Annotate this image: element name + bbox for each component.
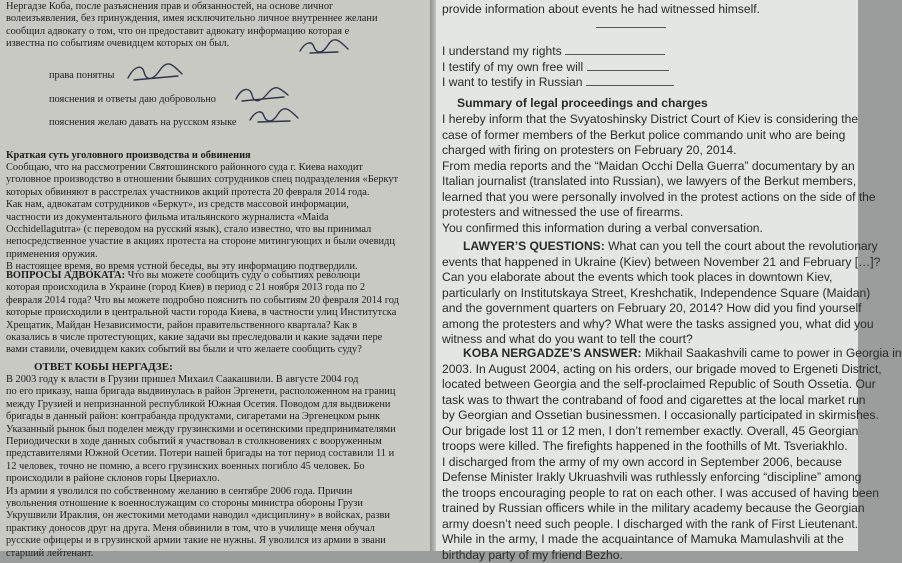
text-line: бригады в данный район: контрабанда продуктами, сигаретами на Эргенецком рынк <box>6 411 446 423</box>
answer-paragraph: KOBA NERGADZE’S ANSWER: Mikhail Saakashvili came to power in Georgia in 2003. In August 2004, acting on his orders, our brigade moved to Ergeneti District, located between Georgia and the self-proclaimed Republic of South Ossetia. Our task was to thwart the contraband of food and cigarettes at the local market run by Georgian and Ossetian businessmen. I occasionally participated in skirmishes. Our brigade lost 11 or 12 men, I don’t remember exactly. Overall, 45 Georgian troops were killed. The firefights happened in the foothills of Mt. Tsveriakhlo. I discharged from the army of my own accord in September 2006, because Defense Minister Irakly Ukruashvili was ruthlessly enforcing “discipline” among the troops encouraging people to rat on each other. I was accused of having been trained by Russian officers while in the military academy because the Georgian army doesn’t need such people. I discharged with the rank of First Lieutenant. While in the army, I made the acquaintance of Mamuka Mamulashvili at the birthday party of my friend Bezho. <box>442 346 882 563</box>
signature-mark <box>232 83 292 107</box>
intro-paragraph <box>6 1 446 51</box>
text-line: Указанный рынок был поделен между грузинскими и осетинскими предпринимателями <box>6 424 446 436</box>
text-line: protesters and witnessed the use of firearms. <box>442 205 882 221</box>
text-line: по его приказу, наша бригада выдвинулась в район Эргенети, расположенном на границ <box>6 386 446 398</box>
text-line: Укрушвили Ираклия, он жестокими методами наводил «дисциплину» в войсках, разви <box>6 510 446 522</box>
text-line: learned that you were personally involved in the protest actions on the side of the <box>442 190 882 206</box>
text-line: task was to thwart the contraband of food and cigarettes at the local market run <box>442 393 882 409</box>
answer-label: KOBA NERGADZE’S ANSWER: <box>463 346 642 360</box>
text-line: army doesn’t need such people. I discharged with the rank of First Lieutenant. <box>442 517 882 533</box>
text-line: старший лейтенант. <box>6 548 446 560</box>
signature-mark <box>296 37 352 59</box>
summary-paragraph <box>6 162 446 274</box>
text-line: Italian journalist (translated into Russian), we lawyers of the Berkut members, <box>442 174 882 190</box>
text-line: которых обвиняют в расстрелах участников акций протеста 20 февраля 2014 года. <box>6 187 446 199</box>
text-line: Our brigade lost 11 or 12 men, I don’t remember exactly. Overall, 45 Georgian <box>442 424 882 440</box>
text-line: непосредственное участие в акциях протеста на стороне митингующих и были очевидц <box>6 236 446 248</box>
text-line: сообщил адвокату о том, что он предоставит адвокату информацию которая е <box>6 26 446 38</box>
text-line: Периодически в ходе данных событий я участвовал в столкновениях с вооруженным <box>6 436 446 448</box>
text-line: Can you elaborate about the events which took places in downtown Kiev, <box>442 270 882 286</box>
text-line: trained by Russian officers while in the military academy because the Georgian <box>442 501 882 517</box>
text-line: 2003. In August 2004, acting on his orders, our brigade moved to Ergeneti District, <box>442 362 882 378</box>
text-line: witness and what do you want to tell the court? <box>442 332 882 348</box>
questions-paragraph: ВОПРОСЫ АДВОКАТА: Что вы можете сообщить суду о событиях революци которая происходила в Украине (город Киев) в период с 21 ноября 2013 года по 2 февраля 2014 года? Что вы можете подробно пояснить по событиям 20 февраля 2014 год которые происходили в центральной части города Киева, в частности улиц Институтска Хрещатик, Майдан Независимости, район правительственного квартала? Как в оказались в числе протестующих, какие задачи вы преследовали и какие задачи пере вами ставили, очевидцем каких событий вы были и что желаете сообщить суду? <box>6 270 446 357</box>
questions-paragraph: LAWYER’S QUESTIONS: What can you tell the court about the revolutionary events that happened in Ukraine (Kiev) between November 21 and February […]? Can you elaborate about the events which took places in downtown Kiev, particularly on Institutskaya Street, Kreshchatik, Independence Square (Maidan) and the government quarters on February 20, 2014? How did you find yourself among the protesters and why? What were the tasks assigned you, what did you witness and what do you want to tell the court? <box>442 239 882 348</box>
text-line: From media reports and the “Maidan Occhi Della Guerra” documentary by an <box>442 159 882 175</box>
text-line: между Грузией и непризнанной республикой Южная Осетия. Поводом для выдвижени <box>6 399 446 411</box>
text-line: которые происходили в центральной части города Киева, в частности улиц Институтска <box>6 307 446 319</box>
text-line: located between Georgia and the self-proclaimed Republic of South Ossetia. Our <box>442 377 882 393</box>
rights-line-2: пояснения и ответы даю добровольно <box>49 94 216 105</box>
questions-label: LAWYER’S QUESTIONS: <box>463 239 605 253</box>
signature-mark <box>246 106 302 128</box>
text-line: Как нам, адвокатам сотрудников «Беркут», из средств массовой информации, <box>6 199 446 211</box>
signature-line <box>596 15 666 28</box>
text-line: While in the army, I made the acquaintance of Mamuka Mamulashvili at the <box>442 532 882 548</box>
answer-paragraph <box>6 374 446 560</box>
questions-label: ВОПРОСЫ АДВОКАТА: <box>6 270 125 281</box>
summary-paragraph <box>442 112 882 236</box>
right-page-english <box>436 0 858 551</box>
text-line: которая происходила в Украине (город Киев) в период с 21 ноября 2013 года по 2 <box>6 282 446 294</box>
text-line: You confirmed this information during a verbal conversation. <box>442 221 882 237</box>
text-line: Occhidellagutrra» (с переводом на русский язык), стало известно, что вы принимал <box>6 224 446 236</box>
text-line: I discharged from the army of my own accord in September 2006, because <box>442 455 882 471</box>
text-line: В настоящее время, во время устной беседы, вы эту информацию подтвердили. <box>6 261 446 273</box>
left-page-russian <box>0 0 432 551</box>
text-line: русские офицеры и в грузинской армии такие не нужны. Я уволился из армии в звани <box>6 535 446 547</box>
summary-heading: Summary of legal proceedings and charges <box>457 96 897 112</box>
text-line: увольнения отношение к военнослужащим со стороны министра обороны Грузи <box>6 498 446 510</box>
text-line: charged with firing on protesters on February 20, 2014. <box>442 143 882 159</box>
rights-line-1: права понятны <box>49 70 115 81</box>
text-line: вами ставили, очевидцем каких событий вы были и что желаете сообщить суду? <box>6 344 446 356</box>
text-line: the troops encouraging people to rat on each other. I was accused of having been <box>442 486 882 502</box>
text-line: Defense Minister Irakly Ukruashvili was ruthlessly enforcing “discipline” among <box>442 470 882 486</box>
intro-fragment: provide information about events he had witnessed himself. <box>442 2 882 18</box>
text-line: оказались в числе протестующих, какие задачи вы преследовали и какие задачи пере <box>6 332 446 344</box>
text-line: I hereby inform that the Svyatoshinsky District Court of Kiev is considering the <box>442 112 882 128</box>
text-line: by Georgian and Ossetian businessmen. I occasionally participated in skirmishes. <box>442 408 882 424</box>
text-line: февраля 2014 года? Что вы можете подробно пояснить по событиям 20 февраля 2014 год <box>6 295 446 307</box>
text-line: birthday party of my friend Bezho. <box>442 548 882 563</box>
text-line: particularly on Institutskaya Street, Kreshchatik, Independence Square (Maidan) <box>442 286 882 302</box>
text-line: troops were killed. The firefights happened in the foothills of Mt. Tsveriakhlo. <box>442 439 882 455</box>
signature-mark <box>122 60 186 86</box>
rights-line-3: пояснения желаю давать на русском языке <box>49 117 237 128</box>
text-line: Из армии я уволился по собственному желанию в сентябре 2006 года. Причин <box>6 486 446 498</box>
text-line: among the protesters and why? What were the tasks assigned you, what did you <box>442 317 882 333</box>
text-line: and the government quarters on February 20, 2014? How did you find yourself <box>442 301 882 317</box>
text-line: Хрещатик, Майдан Независимости, район правительственного квартала? Как в <box>6 320 446 332</box>
answer-heading: ОТВЕТ КОБЫ НЕРГАДЗЕ: <box>34 361 474 373</box>
text-line: применения оружия. <box>6 249 446 261</box>
text-line: уголовное производство в отношении бывших сотрудников спец подразделения «Беркут <box>6 174 446 186</box>
text-line: Сообщаю, что на рассмотрении Святошинского районного суда г. Киева находит <box>6 162 446 174</box>
text-line: происходили в районе склонов горы Цвериахло. <box>6 473 446 485</box>
text-line: events that happened in Ukraine (Kiev) between November 21 and February […]? <box>442 255 882 271</box>
text-line: практику доносов друг на друга. Меня обвинили в том, что в училище меня обучал <box>6 523 446 535</box>
text-line: В 2003 году к власти в Грузии пришел Михаил Саакашвили. В августе 2004 год <box>6 374 446 386</box>
text-line: известна по событиям очевидцем которых он был. <box>6 38 446 50</box>
text-line: case of former members of the Berkut police commando unit who are being <box>442 128 882 144</box>
rights-block: I understand my rights I testify of my own free will I want to testify in Russian <box>442 44 882 91</box>
text-line: волеизъявления, без принуждения, имея исключительно личное внутреннее желани <box>6 13 446 25</box>
summary-heading: Краткая суть уголовного производства и обвинения <box>6 150 446 162</box>
text-line: 12 человек, точно не помню, а всего грузинских военных погибло 45 человек. Бо <box>6 461 446 473</box>
text-line: частности из документального фильма итальянского журналиста «Maida <box>6 212 446 224</box>
text-line: Нергадзе Коба, после разъяснения прав и обязанностей, на основе личног <box>6 1 446 13</box>
text-line: представителями Южной Осетии. Потери нашей бригады на тот период составили 11 и <box>6 448 446 460</box>
